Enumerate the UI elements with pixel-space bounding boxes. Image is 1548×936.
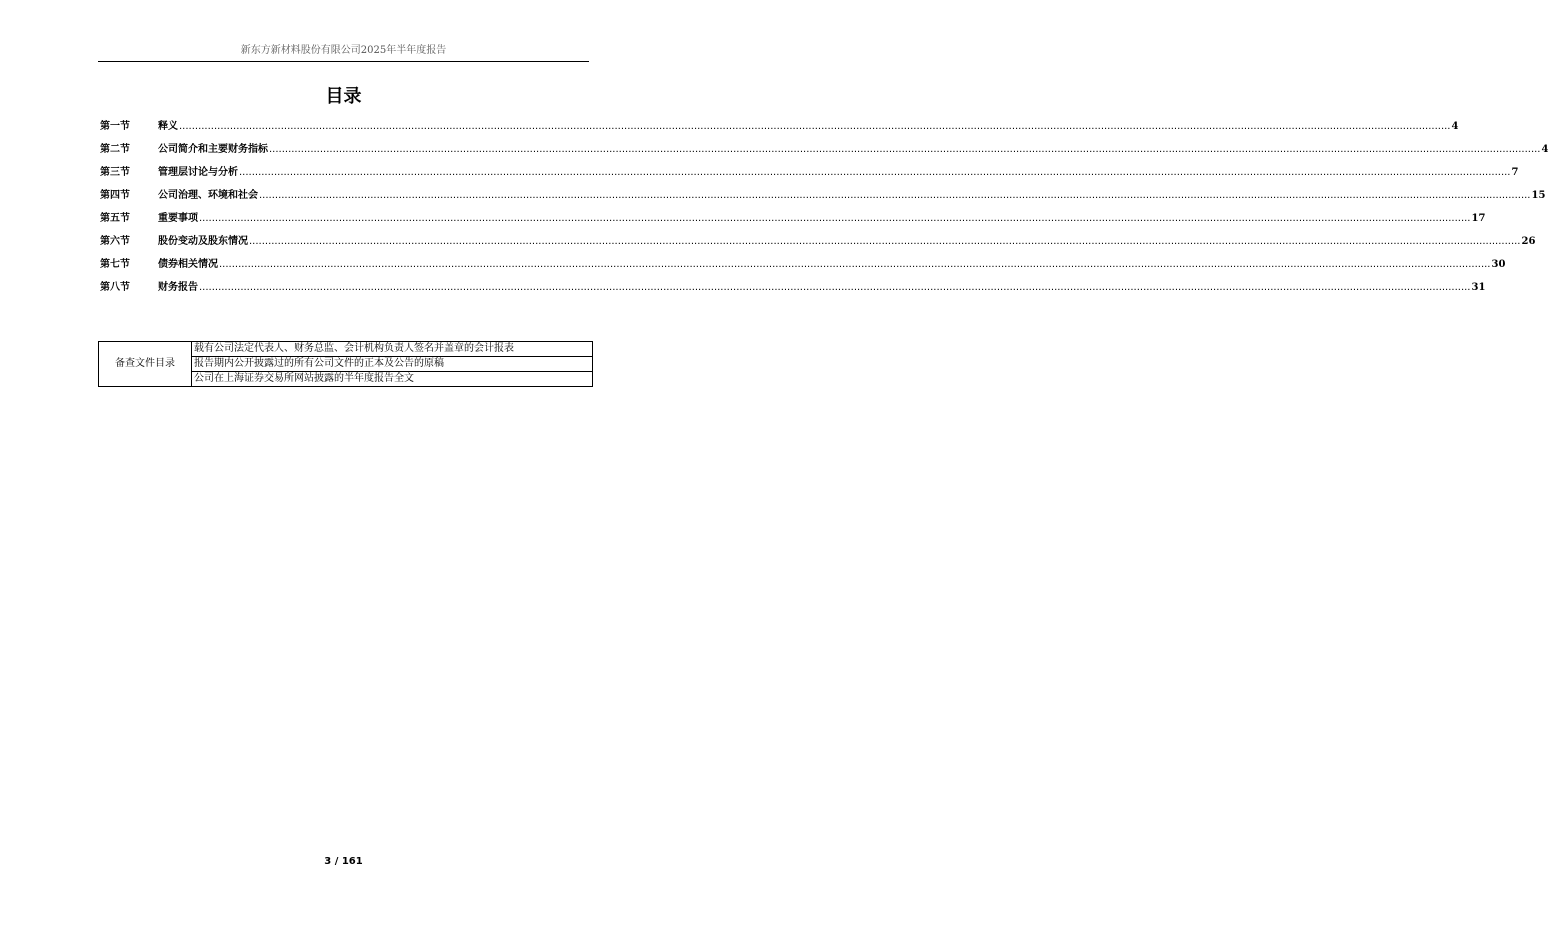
toc-dot-leader: ................................................................................................................................................................................................................................................................................................................................................................................................................ <box>269 144 1541 155</box>
toc-page-number: 4 <box>1451 121 1459 132</box>
toc-page-number: 31 <box>1471 282 1486 293</box>
toc-section-title: 释义 <box>158 121 178 132</box>
toc-section-title: 重要事项 <box>158 213 198 224</box>
reference-document-item: 公司在上海证券交易所网站披露的半年度报告全文 <box>192 372 593 387</box>
reference-document-item: 报告期内公开披露过的所有公司文件的正本及公告的原稿 <box>192 357 593 372</box>
page-header: 新东方新材料股份有限公司2025年半年度报告 <box>240 45 447 56</box>
toc-section-number: 第八节 <box>100 282 130 293</box>
toc-section-number: 第四节 <box>100 190 130 201</box>
page-number-footer: 3 / 161 <box>324 856 363 867</box>
toc-section-title: 债券相关情况 <box>158 259 218 270</box>
toc-section-title: 公司治理、环境和社会 <box>158 190 258 201</box>
toc-page-number: 7 <box>1511 167 1519 178</box>
toc-section-number: 第五节 <box>100 213 130 224</box>
toc-entry-3[interactable] <box>100 164 1519 187</box>
toc-section-number: 第一节 <box>100 121 130 132</box>
toc-section-title: 公司简介和主要财务指标 <box>158 144 268 155</box>
toc-entry-2[interactable] <box>100 141 1548 164</box>
toc-entry-1[interactable] <box>100 118 1459 141</box>
toc-page-number: 26 <box>1521 236 1536 247</box>
reference-document-item: 载有公司法定代表人、财务总监、会计机构负责人签名并盖章的会计报表 <box>192 342 593 357</box>
toc-dot-leader: ................................................................................................................................................................................................................................................................................................................................................................................................................ <box>179 121 1451 132</box>
toc-section-number: 第二节 <box>100 144 130 155</box>
table-row <box>99 342 593 357</box>
toc-dot-leader: ................................................................................................................................................................................................................................................................................................................................................................................................................ <box>249 236 1521 247</box>
reference-documents-label: 备查文件目录 <box>99 342 192 387</box>
header-divider <box>98 61 589 62</box>
toc-entry-7[interactable] <box>100 256 1506 279</box>
toc-dot-leader: ................................................................................................................................................................................................................................................................................................................................................................................................................ <box>199 282 1471 293</box>
toc-dot-leader: ................................................................................................................................................................................................................................................................................................................................................................................................................ <box>239 167 1511 178</box>
toc-page-number: 30 <box>1491 259 1506 270</box>
toc-page-number: 4 <box>1541 144 1548 155</box>
toc-dot-leader: ................................................................................................................................................................................................................................................................................................................................................................................................................ <box>219 259 1491 270</box>
toc-entry-8[interactable] <box>100 279 1486 302</box>
table-of-contents <box>100 118 1548 302</box>
toc-page-number: 17 <box>1471 213 1486 224</box>
toc-dot-leader: ................................................................................................................................................................................................................................................................................................................................................................................................................ <box>259 190 1531 201</box>
toc-entry-4[interactable] <box>100 187 1546 210</box>
toc-section-title: 财务报告 <box>158 282 198 293</box>
reference-documents-table <box>98 341 593 387</box>
toc-section-title: 股份变动及股东情况 <box>158 236 248 247</box>
toc-section-number: 第三节 <box>100 167 130 178</box>
toc-dot-leader: ................................................................................................................................................................................................................................................................................................................................................................................................................ <box>199 213 1471 224</box>
toc-section-number: 第六节 <box>100 236 130 247</box>
toc-entry-5[interactable] <box>100 210 1486 233</box>
toc-title: 目录 <box>325 86 362 107</box>
toc-section-title: 管理层讨论与分析 <box>158 167 238 178</box>
toc-page-number: 15 <box>1531 190 1546 201</box>
toc-section-number: 第七节 <box>100 259 130 270</box>
toc-entry-6[interactable] <box>100 233 1536 256</box>
